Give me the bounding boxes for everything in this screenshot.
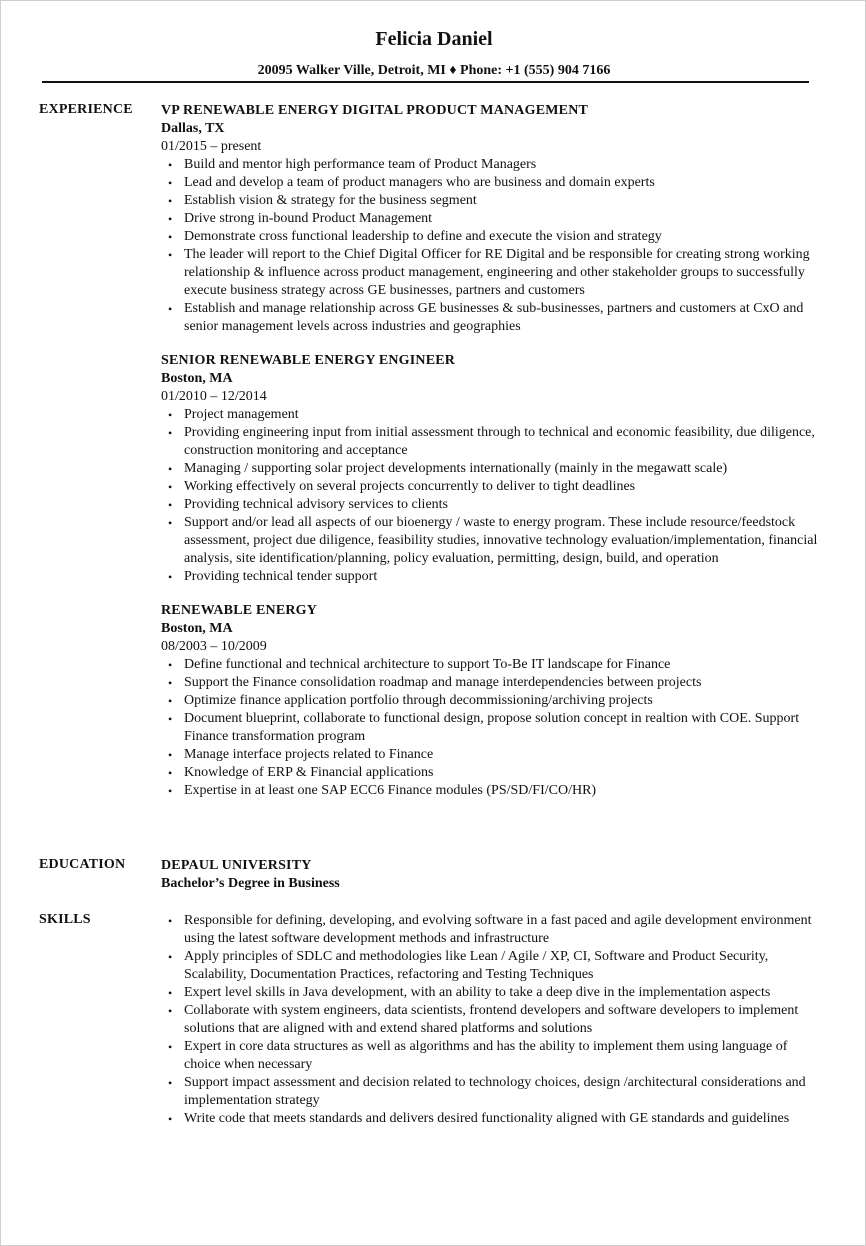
bullet-item: • Lead and develop a team of product managers who are business and domain experts [161, 174, 821, 192]
job-bullets [161, 406, 821, 586]
bullet-item: • Apply principles of SDLC and methodologies like Lean / Agile / XP, CI, Software and Product Security, Scalability, Documentation Practices, refactoring and Testing Techniques [161, 948, 821, 984]
bullet-item: • Demonstrate cross functional leadership to define and execute the vision and strategy [161, 228, 821, 246]
skills-heading: SKILLS [39, 912, 91, 927]
bullet-item: • Expert level skills in Java development, with an ability to take a deep dive in the implementation aspects [161, 984, 821, 1002]
bullet-item: • Optimize finance application portfolio through decommissioning/archiving projects [161, 692, 821, 710]
degree: Bachelor’s Degree in Business [161, 876, 340, 891]
skills-bullets [161, 912, 821, 1128]
job-entry [161, 602, 821, 800]
skills-body [161, 912, 821, 1128]
job-bullets [161, 156, 821, 336]
bullet-item: • Drive strong in-bound Product Management [161, 210, 821, 228]
education-body [161, 857, 821, 893]
job-location: Dallas, TX [161, 121, 225, 136]
job-title: RENEWABLE ENERGY [161, 603, 318, 618]
bullet-item: • Write code that meets standards and delivers desired functionality aligned with GE standards and guidelines [161, 1110, 821, 1128]
contact-line: 20095 Walker Ville, Detroit, MI ♦ Phone: +1 (555) 904 7166 [257, 63, 611, 78]
experience-body [161, 102, 821, 816]
bullet-item: • Expertise in at least one SAP ECC6 Finance modules (PS/SD/FI/CO/HR) [161, 782, 821, 800]
experience-heading: EXPERIENCE [39, 102, 133, 117]
bullet-item: • Managing / supporting solar project developments internationally (mainly in the megawatt scale) [161, 460, 821, 478]
bullet-item: • Define functional and technical architecture to support To-Be IT landscape for Finance [161, 656, 821, 674]
job-location: Boston, MA [161, 621, 233, 636]
job-bullets [161, 656, 821, 800]
bullet-item: • Document blueprint, collaborate to functional design, propose solution concept in realtion with COE. Support Finance transformation program [161, 710, 821, 746]
bullet-item: • Establish and manage relationship across GE businesses & sub-businesses, partners and customers at CxO and senior management levels across industries and geographies [161, 300, 821, 336]
header-divider [42, 81, 809, 83]
bullet-item: • Knowledge of ERP & Financial applications [161, 764, 821, 782]
bullet-item: • The leader will report to the Chief Digital Officer for RE Digital and be responsible for creating strong working relationship & influence across product management, engineering and other stakeholder groups to successfully execute business strategy across GE businesses, partners and customers [161, 246, 821, 300]
bullet-item: • Providing technical advisory services to clients [161, 496, 821, 514]
job-title: SENIOR RENEWABLE ENERGY ENGINEER [161, 353, 456, 368]
bullet-item: • Support the Finance consolidation roadmap and manage interdependencies between projects [161, 674, 821, 692]
bullet-item: • Establish vision & strategy for the business segment [161, 192, 821, 210]
job-title: VP RENEWABLE ENERGY DIGITAL PRODUCT MANAGEMENT [161, 103, 589, 118]
job-dates: 08/2003 – 10/2009 [161, 639, 267, 654]
job-dates: 01/2015 – present [161, 139, 262, 154]
job-dates: 01/2010 – 12/2014 [161, 389, 267, 404]
bullet-item: • Build and mentor high performance team of Product Managers [161, 156, 821, 174]
candidate-name: Felicia Daniel [375, 28, 493, 50]
education-heading: EDUCATION [39, 857, 126, 872]
bullet-item: • Manage interface projects related to Finance [161, 746, 821, 764]
bullet-item: • Support impact assessment and decision related to technology choices, design /architectural considerations and implementation strategy [161, 1074, 821, 1110]
job-location: Boston, MA [161, 371, 233, 386]
job-entry [161, 352, 821, 586]
bullet-item: • Providing engineering input from initial assessment through to technical and economic feasibility, due diligence, construction monitoring and acceptance [161, 424, 821, 460]
bullet-item: • Working effectively on several projects concurrently to deliver to tight deadlines [161, 478, 821, 496]
bullet-item: • Providing technical tender support [161, 568, 821, 586]
bullet-item: • Collaborate with system engineers, data scientists, frontend developers and software developers to implement solutions that are aligned with and extend shared platforms and solutions [161, 1002, 821, 1038]
school-name: DEPAUL UNIVERSITY [161, 858, 312, 873]
job-entry [161, 102, 821, 336]
bullet-item: • Support and/or lead all aspects of our bioenergy / waste to energy program. These include resource/feedstock assessment, project due diligence, feasibility studies, innovative technology evaluation/implementation, financial analysis, site identification/planning, policy evaluation, permitting, design, build, and operation [161, 514, 821, 568]
bullet-item: • Expert in core data structures as well as algorithms and has the ability to implement them using language of choice when necessary [161, 1038, 821, 1074]
bullet-item: • Project management [161, 406, 821, 424]
bullet-item: • Responsible for defining, developing, and evolving software in a fast paced and agile development environment using the latest software development methods and infrastructure [161, 912, 821, 948]
